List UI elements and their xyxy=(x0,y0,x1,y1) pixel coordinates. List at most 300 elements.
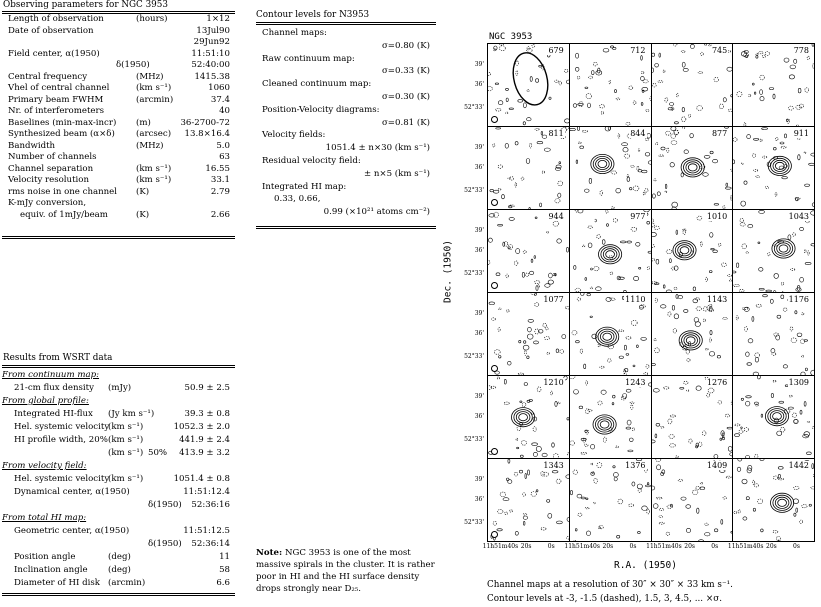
contour-text: ± n×5 (km s⁻¹) xyxy=(363,168,430,179)
ytick-label: 52°33' xyxy=(464,186,484,194)
noise-contour xyxy=(489,302,495,305)
noise-contour xyxy=(614,477,617,481)
contour-line xyxy=(262,130,430,141)
noise-contour xyxy=(734,284,740,286)
noise-contour xyxy=(768,253,770,256)
noise-contour xyxy=(774,147,777,150)
observing-value: 33.1 xyxy=(210,175,230,185)
noise-contour xyxy=(590,316,592,318)
noise-contour xyxy=(502,195,505,199)
wsrt-value: 1051.4 ± 0.8 xyxy=(173,474,230,484)
noise-contour xyxy=(516,249,520,254)
noise-contour xyxy=(653,504,658,509)
noise-contour xyxy=(733,160,735,164)
noise-contour xyxy=(633,186,639,191)
noise-contour xyxy=(760,90,763,95)
noise-contour xyxy=(652,259,655,261)
wsrt-unit: (arcmin) xyxy=(108,578,146,588)
noise-contour xyxy=(802,505,807,508)
wsrt-label: From continuum map: xyxy=(2,370,100,380)
wsrt-row xyxy=(8,422,230,433)
channel-map-grid xyxy=(487,43,814,541)
noise-contour xyxy=(652,68,654,73)
noise-contour xyxy=(790,65,796,69)
emission-contour xyxy=(680,247,689,254)
wsrt-row xyxy=(8,409,230,420)
channel-panel xyxy=(651,126,734,210)
beam-marker xyxy=(491,282,498,289)
noise-contour xyxy=(681,173,683,177)
noise-contour xyxy=(668,108,673,110)
noise-contour xyxy=(755,92,757,94)
noise-contour xyxy=(682,229,685,234)
observing-table-title: Observing parameters for NGC 3953 xyxy=(3,0,168,10)
channel-panel xyxy=(487,458,570,542)
noise-contour xyxy=(646,509,649,514)
figure-ylabel: Dec. (1950) xyxy=(442,240,454,303)
noise-contour xyxy=(506,310,509,313)
noise-contour xyxy=(758,242,760,244)
wsrt-row xyxy=(8,383,230,394)
noise-contour xyxy=(600,191,603,196)
noise-contour xyxy=(653,389,659,393)
noise-contour xyxy=(627,175,629,178)
note-line-1: massive spirals in the cluster. It is rather xyxy=(256,560,435,570)
contour-text: σ=0.33 (K) xyxy=(381,66,430,77)
observing-value: 52:40:00 xyxy=(191,60,230,70)
noise-contour xyxy=(718,243,721,246)
observing-row xyxy=(8,129,230,140)
noise-contour xyxy=(654,226,659,230)
noise-contour xyxy=(535,303,539,307)
observing-table xyxy=(8,14,230,219)
noise-contour xyxy=(498,189,501,191)
noise-contour xyxy=(800,520,803,523)
observing-top-rule xyxy=(2,11,235,12)
noise-contour xyxy=(626,389,631,392)
emission-contour xyxy=(688,164,697,171)
noise-contour xyxy=(626,122,630,125)
channel-velocity-label: 1376 xyxy=(625,461,646,470)
noise-contour xyxy=(804,402,806,407)
noise-contour xyxy=(548,280,553,284)
noise-contour xyxy=(783,308,787,311)
noise-contour xyxy=(771,299,774,303)
noise-contour xyxy=(645,110,648,112)
noise-contour xyxy=(547,352,550,354)
observing-bottom-rule xyxy=(2,236,235,237)
observing-label: Length of observation xyxy=(8,14,104,24)
noise-contour xyxy=(515,142,518,145)
noise-contour xyxy=(527,89,529,91)
noise-contour xyxy=(638,149,640,152)
observing-row xyxy=(8,95,230,106)
channel-velocity-label: 1110 xyxy=(625,295,646,304)
noise-contour xyxy=(606,297,611,301)
noise-contour xyxy=(493,190,499,193)
noise-contour xyxy=(811,487,815,490)
noise-contour xyxy=(754,169,758,171)
channel-contours xyxy=(488,293,570,376)
noise-contour xyxy=(652,363,656,365)
ytick-label: 52°33' xyxy=(464,103,484,111)
wsrt-row xyxy=(8,448,230,459)
noise-contour xyxy=(536,79,539,83)
noise-contour xyxy=(647,483,649,485)
figure-caption-line-1: Contour levels at -3, -1.5 (dashed), 1.5, 3, 4.5, ... ×σ. xyxy=(487,594,723,604)
noise-contour xyxy=(556,349,559,353)
noise-contour xyxy=(641,71,644,73)
channel-contours xyxy=(488,127,570,210)
observing-value: 37.4 xyxy=(210,94,230,105)
noise-contour xyxy=(577,298,580,301)
noise-contour xyxy=(727,427,733,429)
noise-contour xyxy=(552,443,555,447)
noise-contour xyxy=(670,127,675,131)
noise-contour xyxy=(543,323,547,327)
contour-top-rule xyxy=(256,22,436,23)
noise-contour xyxy=(744,428,748,432)
channel-velocity-label: 911 xyxy=(793,129,809,138)
noise-contour xyxy=(652,486,655,490)
noise-contour xyxy=(524,341,526,344)
channel-panel xyxy=(487,375,570,459)
noise-contour xyxy=(796,288,801,292)
noise-contour xyxy=(788,235,791,240)
noise-contour xyxy=(705,277,707,281)
noise-contour xyxy=(652,245,655,248)
noise-contour xyxy=(559,81,562,85)
noise-contour xyxy=(669,259,671,263)
noise-contour xyxy=(658,53,660,57)
observing-row xyxy=(8,26,230,37)
wsrt-label: 21-cm flux density xyxy=(14,383,94,393)
noise-contour xyxy=(623,147,628,152)
contour-text: Integrated HI map: xyxy=(262,181,347,192)
noise-contour xyxy=(535,281,540,284)
noise-contour xyxy=(522,272,524,277)
ytick-label: 36' xyxy=(474,80,484,88)
channel-contours xyxy=(652,293,734,376)
observing-label: rms noise in one channel xyxy=(8,186,117,197)
noise-contour xyxy=(669,103,673,106)
emission-contour xyxy=(679,331,702,350)
noise-contour xyxy=(737,263,739,268)
noise-contour xyxy=(590,268,592,270)
noise-contour xyxy=(516,61,519,65)
noise-contour xyxy=(584,444,588,446)
noise-contour xyxy=(658,155,663,157)
noise-contour xyxy=(532,45,535,48)
noise-contour xyxy=(688,439,691,443)
noise-contour xyxy=(488,238,492,242)
noise-contour xyxy=(712,159,717,163)
noise-contour xyxy=(557,402,560,404)
channel-panel xyxy=(732,375,815,459)
observing-row xyxy=(8,187,230,198)
noise-contour xyxy=(682,62,685,67)
wsrt-value: 50.9 ± 2.5 xyxy=(184,383,230,393)
noise-contour xyxy=(638,489,641,493)
noise-contour xyxy=(725,183,727,186)
wsrt-unit: (deg) xyxy=(108,565,131,575)
noise-contour xyxy=(795,311,797,314)
noise-contour xyxy=(657,81,662,83)
wsrt-unit: (deg) xyxy=(108,552,131,562)
noise-contour xyxy=(645,153,650,157)
noise-contour xyxy=(626,427,631,429)
noise-contour xyxy=(585,430,588,432)
noise-contour xyxy=(702,431,706,436)
noise-contour xyxy=(654,339,656,341)
xtick-label: 20s xyxy=(684,543,695,550)
noise-contour xyxy=(667,419,671,424)
noise-contour xyxy=(521,177,524,180)
channel-contours xyxy=(733,293,815,376)
noise-contour xyxy=(643,192,645,195)
noise-contour xyxy=(632,428,634,431)
noise-contour xyxy=(663,387,669,389)
channel-contours xyxy=(733,376,815,459)
channel-panel xyxy=(732,126,815,210)
wsrt-unit: (Jy km s⁻¹) xyxy=(108,409,155,419)
noise-contour xyxy=(628,450,633,452)
noise-contour xyxy=(661,470,664,474)
channel-contours xyxy=(570,44,652,127)
noise-contour xyxy=(812,44,814,46)
noise-contour xyxy=(671,202,677,207)
observing-row xyxy=(8,152,230,163)
noise-contour xyxy=(616,535,619,538)
noise-contour xyxy=(598,526,600,529)
noise-contour xyxy=(676,230,678,234)
noise-contour xyxy=(664,98,667,102)
contour-bottom-rule-2 xyxy=(256,228,436,229)
noise-contour xyxy=(763,295,768,297)
noise-contour xyxy=(570,376,575,379)
noise-contour xyxy=(500,46,506,51)
noise-contour xyxy=(526,159,530,164)
wsrt-label: Geometric center, α(1950) xyxy=(14,526,130,536)
xtick-label: 11h51m40s xyxy=(727,543,764,550)
noise-contour xyxy=(809,163,815,165)
noise-contour xyxy=(714,77,719,81)
channel-contours xyxy=(488,44,570,127)
noise-contour xyxy=(553,221,559,226)
noise-contour xyxy=(759,210,765,213)
noise-contour xyxy=(683,381,687,384)
observing-label: Nr. of interferometers xyxy=(8,106,105,116)
noise-contour xyxy=(802,355,804,357)
noise-contour xyxy=(704,44,706,46)
noise-contour xyxy=(773,530,778,533)
noise-contour xyxy=(658,516,662,518)
noise-contour xyxy=(785,134,787,138)
noise-contour xyxy=(495,83,498,85)
xtick-label: 0s xyxy=(547,543,555,550)
observing-value: 13Jul90 xyxy=(196,25,230,36)
noise-contour xyxy=(679,387,683,389)
noise-contour xyxy=(759,52,764,54)
noise-contour xyxy=(733,271,736,273)
noise-contour xyxy=(541,471,545,476)
wsrt-table xyxy=(2,370,230,590)
noise-contour xyxy=(654,64,658,68)
beam-marker xyxy=(491,365,498,372)
noise-contour xyxy=(570,490,572,494)
noise-contour xyxy=(738,459,742,461)
noise-contour xyxy=(670,415,676,417)
noise-contour xyxy=(578,210,583,213)
noise-contour xyxy=(495,109,501,112)
noise-contour xyxy=(791,269,795,271)
noise-contour xyxy=(638,170,642,172)
noise-contour xyxy=(514,472,518,476)
noise-contour xyxy=(748,224,753,227)
noise-contour xyxy=(674,314,679,319)
wsrt-value: 6.6 xyxy=(216,578,230,588)
noise-contour xyxy=(523,250,526,253)
noise-contour xyxy=(626,354,629,356)
noise-contour xyxy=(765,52,769,56)
channel-contours xyxy=(488,459,570,542)
noise-contour xyxy=(552,471,558,473)
noise-contour xyxy=(704,155,710,158)
noise-contour xyxy=(656,423,660,426)
noise-contour xyxy=(523,103,526,108)
noise-contour xyxy=(695,446,697,448)
noise-contour xyxy=(683,68,688,71)
wsrt-label: From velocity field: xyxy=(2,461,87,471)
noise-contour xyxy=(547,231,549,233)
contour-bottom-rule xyxy=(256,226,436,227)
xtick-label: 0s xyxy=(711,543,719,550)
noise-contour xyxy=(696,386,701,391)
noise-contour xyxy=(735,424,740,426)
noise-contour xyxy=(660,147,664,150)
noise-contour xyxy=(525,350,527,355)
noise-contour xyxy=(641,338,647,341)
noise-contour xyxy=(493,521,497,525)
contour-top-rule-2 xyxy=(256,24,436,25)
noise-contour xyxy=(611,171,617,174)
wsrt-row xyxy=(8,552,230,563)
wsrt-unit: (km s⁻¹) xyxy=(108,474,144,484)
noise-contour xyxy=(781,295,784,299)
noise-contour xyxy=(498,101,503,105)
noise-contour xyxy=(776,541,781,542)
noise-contour xyxy=(782,177,788,179)
wsrt-top-rule xyxy=(2,365,235,366)
noise-contour xyxy=(541,528,546,531)
channel-panel xyxy=(651,209,734,293)
noise-contour xyxy=(804,432,810,437)
noise-contour xyxy=(614,90,616,93)
channel-velocity-label: 1276 xyxy=(706,378,728,387)
noise-contour xyxy=(550,391,552,395)
wsrt-label: δ(1950) xyxy=(148,539,182,549)
noise-contour xyxy=(509,217,514,220)
observing-value: 11:51:10 xyxy=(191,48,230,59)
noise-contour xyxy=(755,353,760,358)
noise-contour xyxy=(678,295,683,298)
noise-contour xyxy=(647,221,650,224)
observing-bottom-rule-2 xyxy=(2,238,235,239)
xtick-label: 20s xyxy=(766,543,777,550)
noise-contour xyxy=(533,341,538,344)
observing-row xyxy=(8,49,230,60)
observing-label: Field center, α(1950) xyxy=(8,48,100,59)
noise-contour xyxy=(722,317,727,319)
observing-label: equiv. of 1mJy/beam xyxy=(20,209,108,220)
noise-contour xyxy=(663,70,665,73)
emission-contour xyxy=(600,421,609,428)
noise-contour xyxy=(794,486,799,489)
noise-contour xyxy=(505,143,508,148)
note xyxy=(256,548,436,596)
noise-contour xyxy=(618,330,623,332)
noise-contour xyxy=(655,434,657,438)
noise-contour xyxy=(594,478,598,483)
observing-value: 29Jun92 xyxy=(193,37,230,47)
noise-contour xyxy=(576,160,578,164)
noise-contour xyxy=(652,53,655,56)
noise-contour xyxy=(698,72,702,74)
noise-contour xyxy=(666,250,672,254)
noise-contour xyxy=(545,327,548,330)
noise-contour xyxy=(798,155,800,160)
wsrt-label: 50% xyxy=(148,448,168,458)
channel-contours xyxy=(733,459,815,542)
noise-contour xyxy=(722,497,726,499)
noise-contour xyxy=(613,472,618,477)
noise-contour xyxy=(527,356,529,359)
contour-line xyxy=(262,41,430,52)
noise-contour xyxy=(812,464,814,469)
noise-contour xyxy=(735,434,740,437)
contour-text: Velocity fields: xyxy=(262,130,326,141)
noise-contour xyxy=(754,484,758,487)
noise-contour xyxy=(766,186,769,188)
noise-contour xyxy=(771,393,773,397)
noise-contour xyxy=(793,233,796,236)
observing-value: 5.0 xyxy=(216,140,230,151)
noise-contour xyxy=(534,256,536,259)
noise-contour xyxy=(508,480,512,484)
noise-contour xyxy=(493,144,495,147)
noise-contour xyxy=(753,83,755,85)
wsrt-label: Dynamical center, α(1950) xyxy=(14,487,130,497)
noise-contour xyxy=(744,181,747,184)
noise-contour xyxy=(536,286,538,291)
noise-contour xyxy=(609,298,615,300)
noise-contour xyxy=(761,414,763,417)
channel-velocity-label: 1409 xyxy=(706,461,728,470)
noise-contour xyxy=(542,453,547,457)
noise-contour xyxy=(743,517,747,520)
observing-unit: (MHz) xyxy=(136,140,164,151)
contour-line xyxy=(262,66,430,77)
channel-panel xyxy=(651,458,734,542)
noise-contour xyxy=(642,87,648,91)
channel-velocity-label: 1010 xyxy=(706,212,728,221)
observing-value: 36-2700-72 xyxy=(180,117,230,128)
wsrt-label: Position angle xyxy=(14,552,76,562)
emission-contour xyxy=(603,333,612,340)
noise-contour xyxy=(741,398,743,400)
noise-contour xyxy=(725,187,731,189)
noise-contour xyxy=(760,75,764,80)
